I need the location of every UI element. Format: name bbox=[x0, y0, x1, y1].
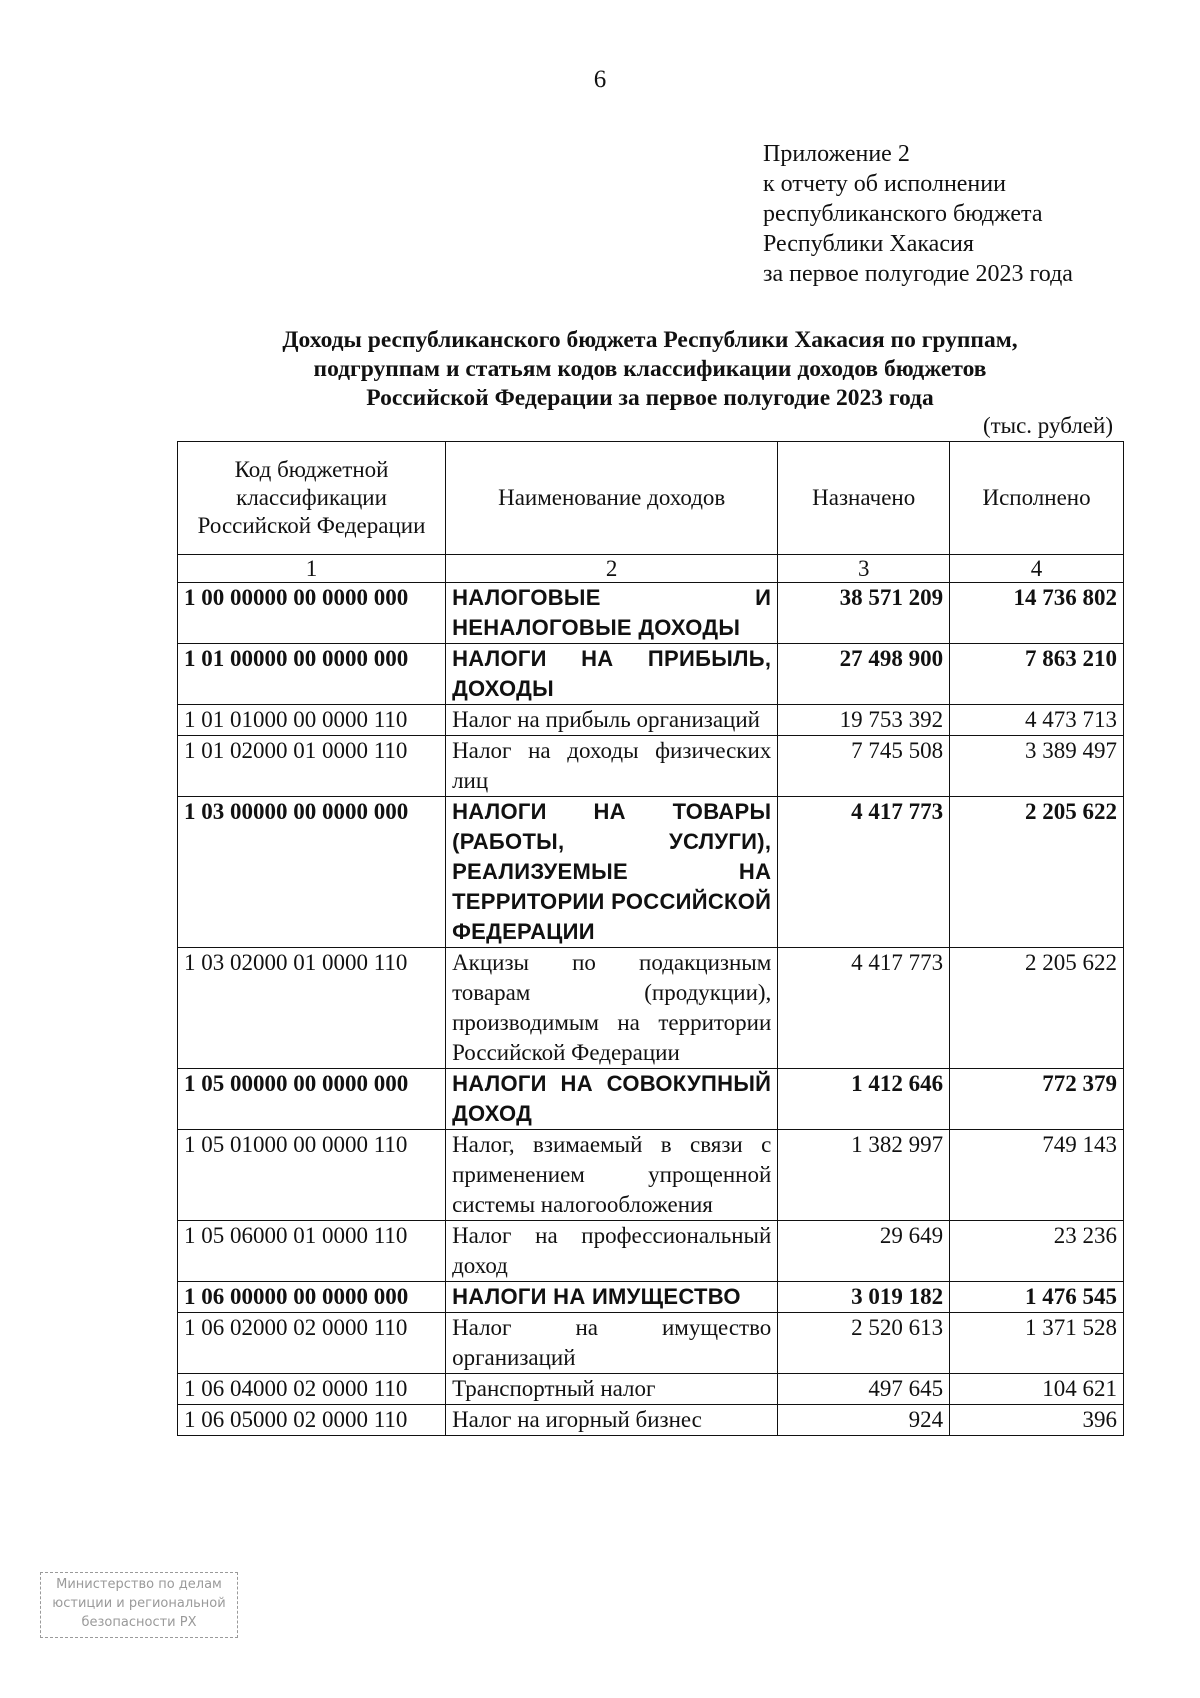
row-code: 1 03 02000 01 0000 110 bbox=[178, 948, 446, 1069]
row-executed: 772 379 bbox=[950, 1069, 1124, 1130]
header-planned: Назначено bbox=[778, 442, 950, 555]
appendix-line: за первое полугодие 2023 года bbox=[763, 261, 1073, 287]
table-row bbox=[178, 948, 1124, 1069]
row-name: НАЛОГИ НА СОВОКУПНЫЙ ДОХОД bbox=[446, 1069, 778, 1130]
column-number: 2 bbox=[446, 555, 778, 583]
row-name: Налог на профессиональный доход bbox=[446, 1221, 778, 1282]
row-planned: 38 571 209 bbox=[778, 583, 950, 644]
revenue-table bbox=[177, 441, 1124, 1436]
table-row bbox=[178, 1130, 1124, 1221]
table-row bbox=[178, 1374, 1124, 1405]
row-planned: 497 645 bbox=[778, 1374, 950, 1405]
appendix-line: Республики Хакасия bbox=[763, 231, 974, 257]
row-code: 1 01 01000 00 0000 110 bbox=[178, 705, 446, 736]
title-line: Доходы республиканского бюджета Республики Хакасия по группам, bbox=[282, 327, 1018, 353]
row-code: 1 05 01000 00 0000 110 bbox=[178, 1130, 446, 1221]
appendix-note bbox=[763, 139, 1073, 289]
table-row bbox=[178, 583, 1124, 644]
row-code: 1 06 05000 02 0000 110 bbox=[178, 1405, 446, 1436]
row-code: 1 01 00000 00 0000 000 bbox=[178, 644, 446, 705]
appendix-line: к отчету об исполнении bbox=[763, 171, 1006, 197]
row-planned: 29 649 bbox=[778, 1221, 950, 1282]
row-name: НАЛОГИ НА ТОВАРЫ (РАБОТЫ, УСЛУГИ), РЕАЛИЗУЕМЫЕ НА ТЕРРИТОРИИ РОССИЙСКОЙ ФЕДЕРАЦИИ bbox=[446, 797, 778, 948]
row-executed: 3 389 497 bbox=[950, 736, 1124, 797]
table-row bbox=[178, 1282, 1124, 1313]
table-row bbox=[178, 736, 1124, 797]
row-planned: 2 520 613 bbox=[778, 1313, 950, 1374]
row-code: 1 06 04000 02 0000 110 bbox=[178, 1374, 446, 1405]
table-row bbox=[178, 1405, 1124, 1436]
row-executed: 1 371 528 bbox=[950, 1313, 1124, 1374]
row-code: 1 03 00000 00 0000 000 bbox=[178, 797, 446, 948]
column-number: 4 bbox=[950, 555, 1124, 583]
row-name: Налог, взимаемый в связи с применением упрощенной системы налогообложения bbox=[446, 1130, 778, 1221]
column-number: 1 bbox=[178, 555, 446, 583]
stamp-line: безопасности РХ bbox=[81, 1615, 197, 1630]
table-row bbox=[178, 1221, 1124, 1282]
page-number: 6 bbox=[593, 66, 607, 93]
stamp-line: юстиции и региональной bbox=[52, 1596, 226, 1611]
row-name: Налог на игорный бизнес bbox=[446, 1405, 778, 1436]
row-planned: 1 382 997 bbox=[778, 1130, 950, 1221]
table-row bbox=[178, 1069, 1124, 1130]
row-executed: 23 236 bbox=[950, 1221, 1124, 1282]
appendix-line: республиканского бюджета bbox=[763, 201, 1043, 227]
row-planned: 19 753 392 bbox=[778, 705, 950, 736]
title-line: подгруппам и статьям кодов классификации доходов бюджетов bbox=[313, 356, 987, 382]
column-number-row bbox=[178, 555, 1124, 583]
row-executed: 2 205 622 bbox=[950, 948, 1124, 1069]
row-executed: 14 736 802 bbox=[950, 583, 1124, 644]
row-name: Налог на имущество организаций bbox=[446, 1313, 778, 1374]
row-executed: 396 bbox=[950, 1405, 1124, 1436]
row-planned: 924 bbox=[778, 1405, 950, 1436]
row-name: НАЛОГИ НА ПРИБЫЛЬ, ДОХОДЫ bbox=[446, 644, 778, 705]
stamp-line: Министерство по делам bbox=[56, 1577, 222, 1592]
row-code: 1 01 02000 01 0000 110 bbox=[178, 736, 446, 797]
appendix-line: Приложение 2 bbox=[763, 141, 910, 167]
row-executed: 104 621 bbox=[950, 1374, 1124, 1405]
row-name: Акцизы по подакцизным товарам (продукции), производимым на территории Российской Федерации bbox=[446, 948, 778, 1069]
document-title bbox=[180, 326, 1120, 413]
row-code: 1 06 02000 02 0000 110 bbox=[178, 1313, 446, 1374]
row-executed: 7 863 210 bbox=[950, 644, 1124, 705]
registration-stamp bbox=[40, 1572, 238, 1638]
row-code: 1 06 00000 00 0000 000 bbox=[178, 1282, 446, 1313]
row-name: НАЛОГОВЫЕ И НЕНАЛОГОВЫЕ ДОХОДЫ bbox=[446, 583, 778, 644]
row-planned: 4 417 773 bbox=[778, 797, 950, 948]
table-row bbox=[178, 1313, 1124, 1374]
table-row bbox=[178, 705, 1124, 736]
row-executed: 749 143 bbox=[950, 1130, 1124, 1221]
row-name: Налог на прибыль организаций bbox=[446, 705, 778, 736]
units-label: (тыс. рублей) bbox=[982, 413, 1113, 438]
row-planned: 27 498 900 bbox=[778, 644, 950, 705]
header-executed: Исполнено bbox=[950, 442, 1124, 555]
row-code: 1 00 00000 00 0000 000 bbox=[178, 583, 446, 644]
header-name: Наименование доходов bbox=[446, 442, 778, 555]
row-executed: 4 473 713 bbox=[950, 705, 1124, 736]
row-planned: 7 745 508 bbox=[778, 736, 950, 797]
table-body bbox=[178, 583, 1124, 1436]
row-executed: 2 205 622 bbox=[950, 797, 1124, 948]
row-name: Налог на доходы физических лиц bbox=[446, 736, 778, 797]
row-code: 1 05 06000 01 0000 110 bbox=[178, 1221, 446, 1282]
table-row bbox=[178, 644, 1124, 705]
row-name: Транспортный налог bbox=[446, 1374, 778, 1405]
row-planned: 1 412 646 bbox=[778, 1069, 950, 1130]
row-executed: 1 476 545 bbox=[950, 1282, 1124, 1313]
column-number: 3 bbox=[778, 555, 950, 583]
row-name: НАЛОГИ НА ИМУЩЕСТВО bbox=[446, 1282, 778, 1313]
row-planned: 4 417 773 bbox=[778, 948, 950, 1069]
row-planned: 3 019 182 bbox=[778, 1282, 950, 1313]
table-header-row bbox=[178, 442, 1124, 555]
row-code: 1 05 00000 00 0000 000 bbox=[178, 1069, 446, 1130]
title-line: Российской Федерации за первое полугодие 2023 года bbox=[366, 385, 934, 411]
table-row bbox=[178, 797, 1124, 948]
header-code: Код бюджетной классификации Российской Федерации bbox=[178, 442, 446, 555]
